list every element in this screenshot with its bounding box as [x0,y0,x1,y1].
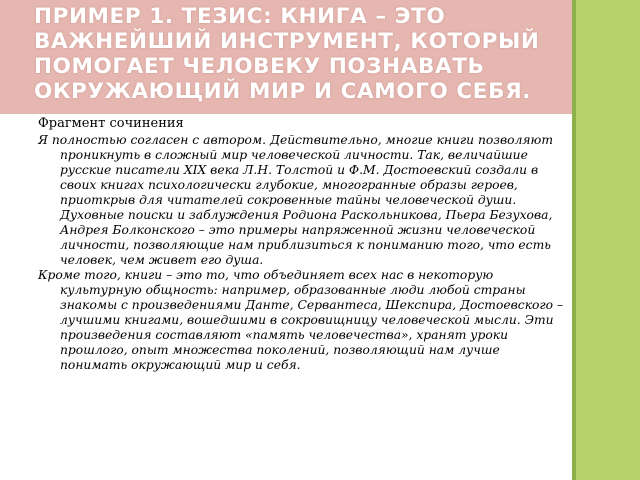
content-area [38,116,566,373]
slide-title: ПРИМЕР 1. ТЕЗИС: КНИГА – ЭТО ВАЖНЕЙШИЙ ИНСТРУМЕНТ, КОТОРЫЙ ПОМОГАЕТ ЧЕЛОВЕКУ ПОЗНАВАТЬ ОКРУЖАЮЩИЙ МИР И САМОГО СЕБЯ. [34,4,540,104]
paragraph-1: Я полностью согласен с автором. Действительно, многие книги позволяют проникнуть в сложный мир человеческой личности. Так, величайшие русские писатели XIX века Л.Н. Толстой и Ф.М. Достоевский создали в своих книгах психологически глубокие, многогранные образы героев, приоткрыв для читателей сокровенные тайны человеческой души. Духовные поиски и заблуждения Родиона Раскольникова, Пьера Безухова, Андрея Болконского – это примеры напряженной жизни человеческой личности, позволяющие нам приблизиться к пониманию того, что есть человек, чем живет его душа. [38,133,554,267]
title-band [0,0,572,114]
decorative-side-bar [572,0,640,480]
subheading: Фрагмент сочинения [38,116,184,131]
paragraph-2: Кроме того, книги – это то, что объединяет всех нас в некоторую культурную общность: например, образованные люди любой страны знакомы с произведениями Данте, Сервантеса, Шекспира, Достоевского – лучшими книгами, вошедшими в сокровищницу человеческой мысли. Эти произведения составляют «память человечества», хранят уроки прошлого, опыт множества поколений, позволяющий нам лучше понимать окружающий мир и себя. [38,268,564,372]
